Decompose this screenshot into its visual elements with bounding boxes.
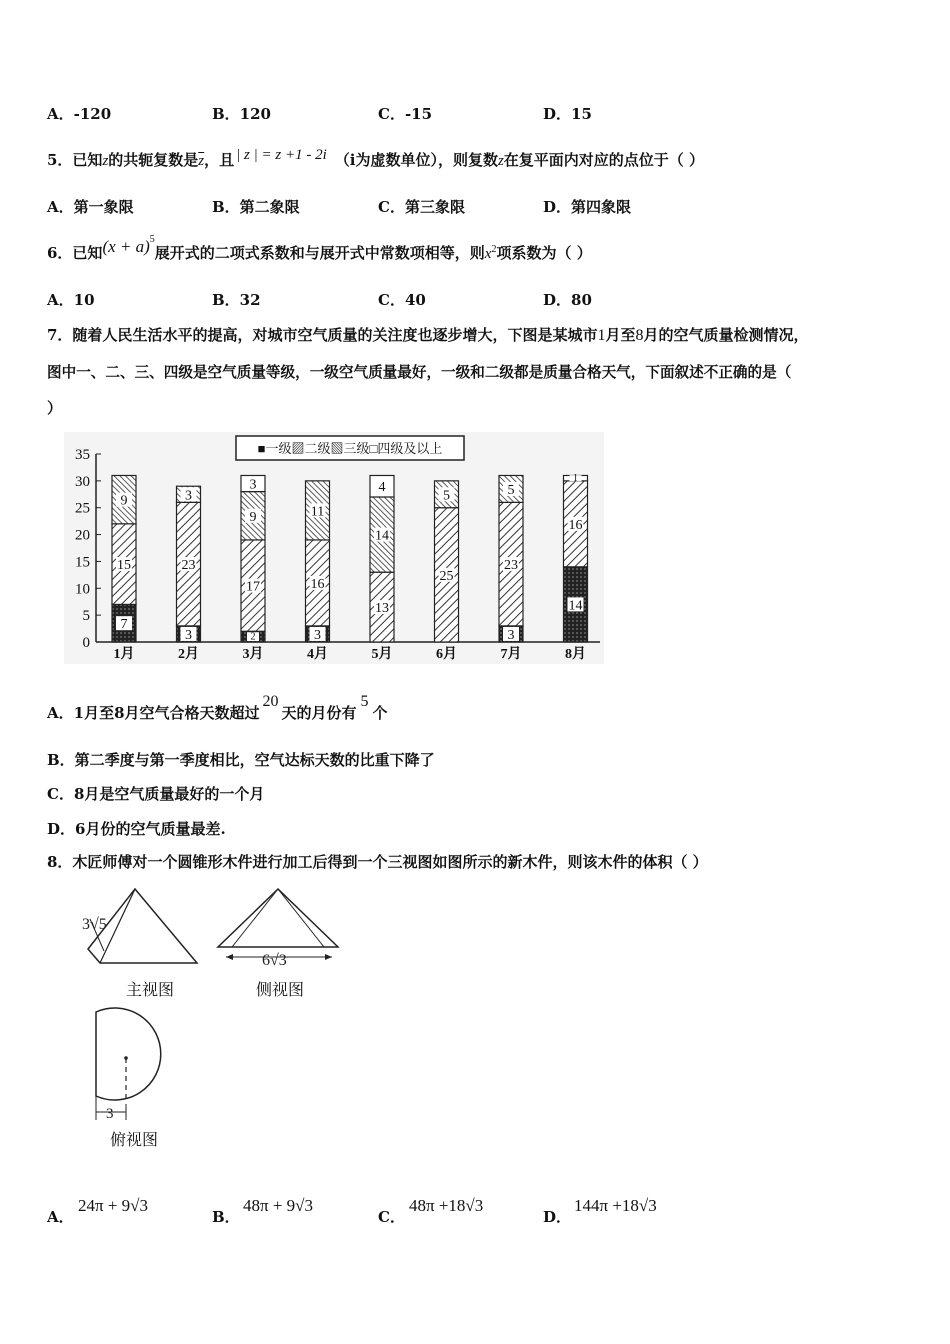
y-tick-label: 10 [75,581,90,598]
bar-value-label: 16 [310,576,325,592]
q4-option-d: D．15 [543,105,592,123]
q7-option-b: B．第二季度与第一季度相比，空气达标天数的比重下降了 [47,751,435,769]
q5-option-b: B．第二象限 [212,198,300,216]
q5-option-d: D．第四象限 [543,198,632,216]
bar-value-label: 4 [378,480,386,496]
bar-value-label: 17 [246,579,260,595]
bar-value-label: 5 [443,488,450,504]
x-category-label: 6月 [436,647,457,662]
bar-value-label: 13 [375,601,389,617]
q5-option-c: C．第三象限 [378,198,465,216]
bar-value-label: 11 [310,504,325,520]
y-tick-label: 0 [82,635,90,651]
q7-line-1: 7．随着人民生活水平的提高，对城市空气质量的关注度也逐步增大，下图是某城市1月至8月的空气质量检测情况， [47,326,809,344]
y-tick-label: 25 [75,500,90,517]
bar-value-label: 1 [573,473,578,485]
q6-question: 6．已知$(x + a)^5$展开式的二项式系数和与展开式中常数项相等，则$x^2$项系数为（ ） [47,234,592,262]
bar-value-label: 3 [507,627,515,643]
q7-option-c: C．8月是空气质量最好的一个月 [47,785,265,803]
q7-option-a: A．1月至8月空气合格天数超过20天的月份有5个 [47,693,388,722]
q8-option-a-expr: 24π + 9√3 [78,1196,149,1215]
side-view-dimension: 6√3 [262,952,287,969]
chart-legend [236,436,464,460]
y-tick-label: 30 [75,473,90,490]
front-view-label: 主视图 [126,980,175,999]
bar-value-label: 3 [185,488,192,504]
bar-value-label: 7 [120,617,128,633]
bar-value-label: 25 [439,568,454,584]
x-category-label: 5月 [371,647,393,662]
bar-value-label: 3 [314,627,321,643]
q8-option-d-letter: D． [543,1208,572,1226]
y-tick-label: 5 [82,608,90,625]
bar-value-label: 3 [185,627,192,643]
bar-value-label: 5 [507,482,515,498]
q4-option-c: C．-15 [378,105,433,123]
bar-value-label: 23 [504,558,518,574]
bar-value-label: 9 [249,509,257,525]
q8-option-c-letter: C． [378,1208,405,1226]
bar-value-label: 16 [568,517,583,533]
air-quality-chart [64,432,604,664]
y-tick-label: 15 [75,554,90,571]
top-view-dimension: 3 [106,1106,114,1122]
q7-option-d: D．6月份的空气质量最差. [47,820,226,838]
side-view [214,885,344,975]
y-tick-label: 35 [75,447,90,463]
q7-line-2: 图中一、二、三、四级是空气质量等级，一级空气质量最好，一级和二级都是质量合格天气，下面叙述不正确的是（ [47,364,792,381]
x-category-label: 8月 [565,647,586,662]
bar-value-label: 15 [117,558,131,574]
q7-line-3: ） [47,399,63,417]
front-view-dimension: 3√5 [82,916,107,933]
bar-value-label: 9 [120,493,128,509]
y-tick-label: 20 [75,527,90,544]
x-category-label: 2月 [178,647,199,662]
q5-option-a: A．第一象限 [47,198,134,216]
q6-option-b: B．32 [212,291,261,309]
q8-option-b-expr: 48π + 9√3 [243,1196,314,1215]
q8-question: 8．木匠师傅对一个圆锥形木件进行加工后得到一个三视图如图所示的新木件，则该木件的体积（ ） [47,853,708,871]
x-category-label: 3月 [242,647,264,662]
legend-text: ■一级▨二级▧三级□四级及以上 [257,441,443,456]
x-category-label: 7月 [500,647,522,662]
bar-value-label: 3 [249,477,257,493]
bar-value-label: 23 [181,558,196,574]
q8-option-d-expr: 144π +18√3 [574,1196,657,1215]
front-view [80,885,205,970]
x-category-label: 4月 [307,647,328,662]
bar-value-label: 2 [250,631,256,643]
x-category-label: 1月 [113,647,135,662]
q4-option-b: B．120 [212,105,271,123]
q6-option-c: C．40 [378,291,426,309]
q8-option-c-expr: 48π +18√3 [409,1196,484,1215]
bar-value-label: 14 [375,528,389,544]
q6-option-d: D．80 [543,291,592,309]
q4-option-a: A．-120 [47,105,112,123]
q8-option-a-letter: A． [47,1208,74,1226]
q5-question: 5．已知z的共轭复数是$\overline{z}$，且 | z | = z +1 - 2i （i为虚数单位），则复数z在复平面内对应的点位于（ ） [47,147,705,169]
side-view-label: 侧视图 [256,980,305,999]
bar-value-label: 14 [568,598,583,614]
q6-option-a: A．10 [47,291,95,309]
top-view [88,1004,198,1124]
top-view-label: 俯视图 [110,1130,159,1149]
q8-option-b-letter: B． [212,1208,240,1226]
